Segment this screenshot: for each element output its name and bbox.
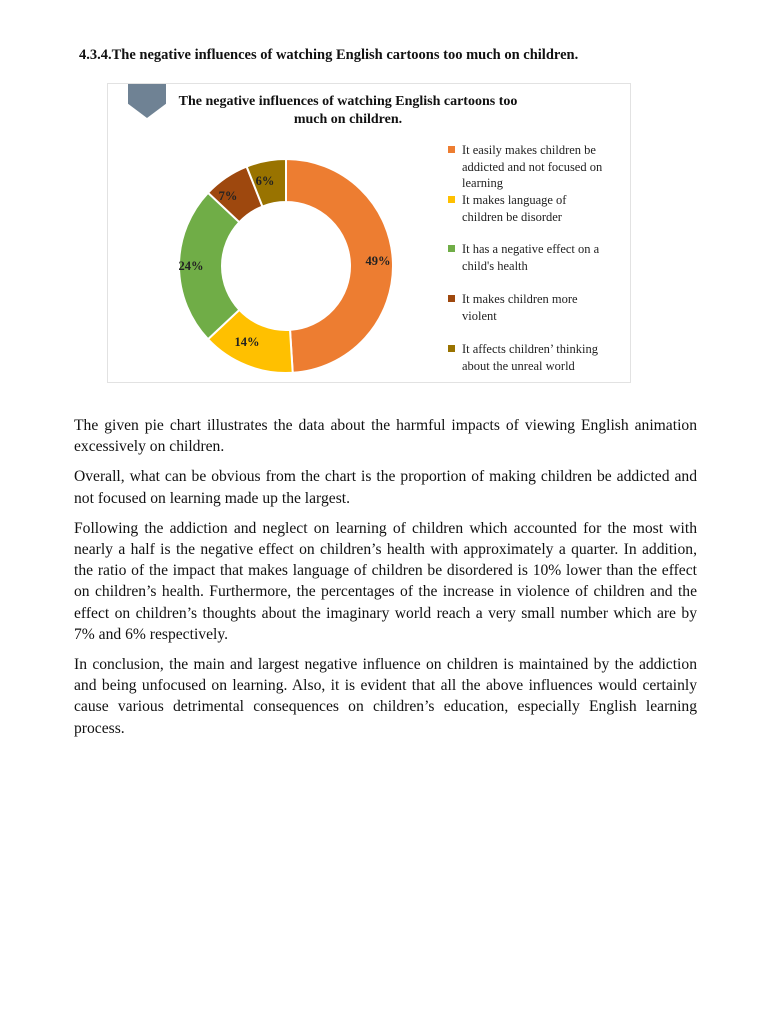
legend-label-line: It easily makes children be	[462, 143, 596, 157]
slice-value-label-3: 24%	[178, 259, 204, 273]
legend-swatch-4	[448, 295, 455, 302]
legend-label-1	[462, 142, 631, 192]
paragraph-overview: Overall, what can be obvious from the chart is the proportion of making children be addicted and not focused on learning made up the largest.	[74, 468, 697, 507]
donut-chart	[108, 84, 630, 382]
legend-label-line: about the unreal world	[462, 358, 575, 373]
legend-label-line: child's health	[462, 258, 528, 273]
slice-value-label-2: 14%	[234, 335, 260, 349]
chart-title-line-2: much on children.	[293, 112, 403, 127]
legend-swatch-2	[448, 196, 455, 203]
body-text	[74, 415, 697, 748]
paragraph-details: Following the addiction and neglect on learning of children which accounted for the most with nearly a half is the negative effect on children’s health with approximately a quarter. In addition, the ratio of the impact that makes language of children be disordered is 10% lower than the effect on children’s health. Furthermore, the percentages of the increase in violence of children and the effect on children’s thoughts about the imaginary world reach a very small number which are by 7% and 6% respectively.	[74, 519, 697, 643]
legend-label-2	[462, 192, 631, 225]
legend-swatch-5	[448, 345, 455, 352]
legend-label-5	[462, 341, 631, 374]
legend-label-line: children be disorder	[462, 209, 562, 224]
legend-label-line: violent	[462, 308, 497, 323]
paragraph-conclusion: In conclusion, the main and largest negative influence on children is maintained by the addiction and being unfocused on learning. Also, it is evident that all the above influences would certainly cause various detrimental consequences on children’s education, especially English learning process.	[74, 656, 697, 737]
legend-swatch-3	[448, 245, 455, 252]
paragraph-intro: The given pie chart illustrates the data about the harmful impacts of viewing English animation excessively on children.	[74, 417, 697, 456]
legend-label-line: addicted and not focused on	[462, 159, 603, 174]
chart-figure	[107, 83, 631, 383]
section-heading: 4.3.4.The negative influences of watching English cartoons too much on children.	[79, 47, 579, 63]
slice-value-label-5: 6%	[255, 174, 275, 188]
legend-swatch-1	[448, 146, 455, 153]
legend-label-line: It has a negative effect on a	[462, 242, 600, 256]
legend-label-line: It makes children more	[462, 292, 578, 306]
chart-title-line-1: The negative influences of watching English cartoons too	[178, 94, 518, 109]
slice-value-label-1: 49%	[365, 254, 391, 268]
legend-label-3	[462, 241, 631, 274]
legend-label-line: It makes language of	[462, 193, 567, 207]
legend-label-line: learning	[462, 176, 503, 190]
legend-label-line: It affects children’ thinking	[462, 342, 598, 356]
legend-label-4	[462, 291, 631, 324]
slice-value-label-4: 7%	[218, 189, 238, 203]
